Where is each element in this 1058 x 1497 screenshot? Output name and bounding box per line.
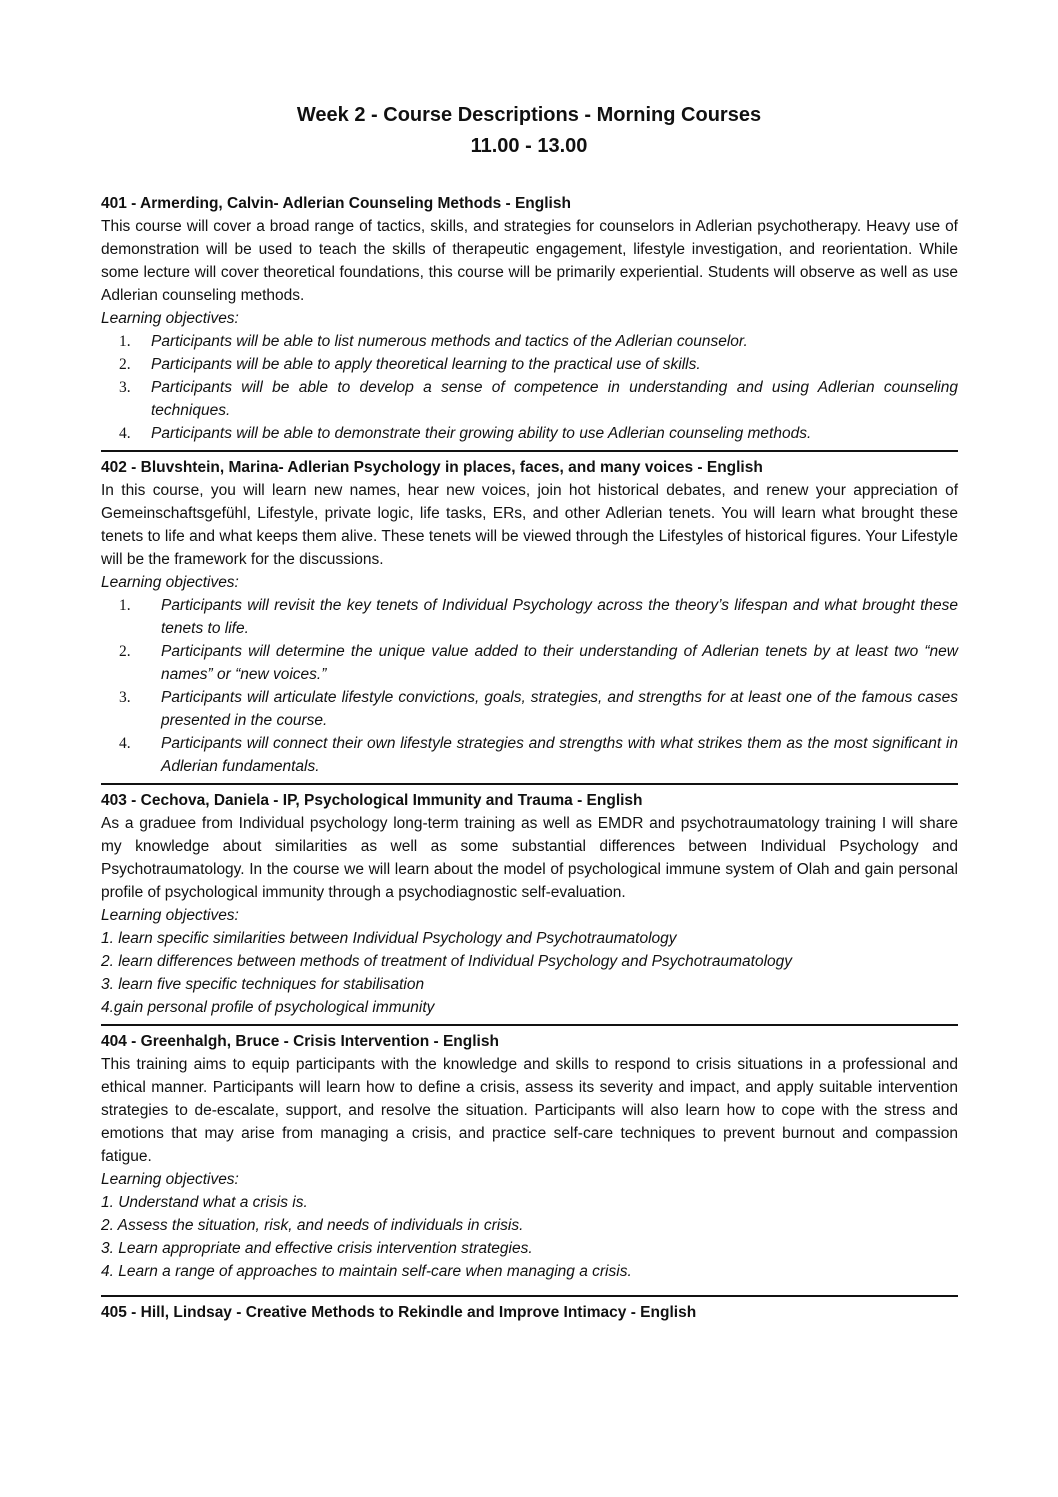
objective-item bbox=[101, 594, 958, 640]
objective-item: 3. learn five specific techniques for stabilisation bbox=[101, 976, 425, 993]
objective-item bbox=[101, 422, 958, 445]
page-title: Week 2 - Course Descriptions - Morning Courses bbox=[296, 104, 762, 126]
course-title: 402 - Bluvshtein, Marina- Adlerian Psychology in places, faces, and many voices - English bbox=[101, 459, 763, 476]
course-description: This training aims to equip participants with the knowledge and skills to respond to crisis situations in a professional and ethical manner. Participants will learn how to define a crisis, assess its severity and impact, and apply suitable intervention strategies to de-escalate, support, and resolve the situation. Participants will also learn how to cope with the stress and emotions that may arise from managing a crisis, and practice self-care techniques to prevent burnout and compassion fatigue. bbox=[101, 1056, 958, 1165]
section-divider bbox=[101, 1024, 958, 1026]
objective-text: Participants will determine the unique value added to their understanding of Adlerian tenets by at least two “new names” or “new voices.” bbox=[161, 643, 958, 683]
section-divider bbox=[101, 783, 958, 785]
course-402 bbox=[101, 456, 958, 778]
course-description: This course will cover a broad range of tactics, skills, and strategies for counselors in Adlerian psychotherapy. Heavy use of demonstration will be used to teach the skills of therapeutic engagement, lifestyle investigation, and reorientation. While some lecture will cover theoretical foundations, this course will be primarily experiential. Students will observe as well as use Adlerian counseling methods. bbox=[101, 218, 958, 304]
course-404 bbox=[101, 1030, 958, 1283]
objective-item: 3. Learn appropriate and effective crisis intervention strategies. bbox=[101, 1240, 533, 1257]
objective-number: 2. bbox=[119, 643, 131, 660]
objective-text: Participants will be able to list numerous methods and tactics of the Adlerian counselor. bbox=[151, 333, 748, 350]
objectives-label: Learning objectives: bbox=[101, 1171, 239, 1188]
objective-number: 3. bbox=[119, 379, 131, 396]
objective-text: Participants will revisit the key tenets of Individual Psychology across the theory’s lifespan and what brought these tenets to life. bbox=[161, 597, 958, 637]
objective-number: 1. bbox=[119, 597, 131, 614]
session-time: 11.00 - 13.00 bbox=[470, 135, 588, 157]
objectives-label: Learning objectives: bbox=[101, 310, 239, 327]
section-divider bbox=[101, 450, 958, 452]
objectives-label: Learning objectives: bbox=[101, 907, 239, 924]
section-divider bbox=[101, 1295, 958, 1297]
objective-item bbox=[101, 376, 958, 422]
course-405 bbox=[101, 1301, 958, 1324]
objective-text: Participants will be able to apply theoretical learning to the practical use of skills. bbox=[151, 356, 701, 373]
objective-item bbox=[101, 686, 958, 732]
objective-number: 1. bbox=[119, 333, 131, 350]
objective-text: Participants will articulate lifestyle convictions, goals, strategies, and strengths for at least one of the famous cases presented in the course. bbox=[161, 689, 958, 729]
page-header bbox=[0, 100, 1058, 162]
objective-item: 2. Assess the situation, risk, and needs of individuals in crisis. bbox=[101, 1217, 524, 1234]
objective-number: 4. bbox=[119, 735, 131, 752]
objective-item: 4. Learn a range of approaches to maintain self-care when managing a crisis. bbox=[101, 1263, 632, 1280]
objective-number: 3. bbox=[119, 689, 131, 706]
objective-item bbox=[101, 732, 958, 778]
objective-number: 4. bbox=[119, 425, 131, 442]
objective-item bbox=[101, 640, 958, 686]
objectives-list bbox=[101, 330, 958, 445]
course-title: 404 - Greenhalgh, Bruce - Crisis Intervention - English bbox=[101, 1033, 499, 1050]
course-403 bbox=[101, 789, 958, 1019]
objective-item: 1. learn specific similarities between Individual Psychology and Psychotraumatology bbox=[101, 930, 677, 947]
course-title: 403 - Cechova, Daniela - IP, Psychological Immunity and Trauma - English bbox=[101, 792, 643, 809]
objective-item: 4.gain personal profile of psychological immunity bbox=[101, 999, 435, 1016]
objective-item bbox=[101, 353, 958, 376]
course-description: As a graduee from Individual psychology long-term training as well as EMDR and psychotraumatology training I will share my knowledge about similarities as well as some substantial differences between Individual Psychology and Psychotraumatology. In the course we will learn about the model of psychological immune system of Olah and gain personal profile of psychological immunity through a psychodiagnostic self-evaluation. bbox=[101, 815, 958, 901]
objective-item bbox=[101, 330, 958, 353]
objective-text: Participants will be able to develop a sense of competence in understanding and using Adlerian counseling techniques. bbox=[151, 379, 958, 419]
course-description: In this course, you will learn new names, hear new voices, join hot historical debates, and renew your appreciation of Gemeinschaftsgefühl, Lifestyle, private logic, life tasks, ERs, and other Adlerian tenets. You will learn what brought these tenets to life and what keeps them alive. These tenets will be viewed through the Lifestyles of historical figures. Your Lifestyle will be the framework for the discussions. bbox=[101, 482, 958, 568]
course-title: 401 - Armerding, Calvin- Adlerian Counseling Methods - English bbox=[101, 195, 571, 212]
objective-item: 1. Understand what a crisis is. bbox=[101, 1194, 308, 1211]
objectives-label: Learning objectives: bbox=[101, 574, 239, 591]
course-title: 405 - Hill, Lindsay - Creative Methods to Rekindle and Improve Intimacy - English bbox=[101, 1304, 697, 1321]
objectives-list bbox=[101, 1191, 958, 1283]
objective-number: 2. bbox=[119, 356, 131, 373]
objective-text: Participants will be able to demonstrate their growing ability to use Adlerian counseling methods. bbox=[151, 425, 812, 442]
objectives-list bbox=[101, 927, 958, 1019]
objective-item: 2. learn differences between methods of treatment of Individual Psychology and Psychotraumatology bbox=[101, 953, 793, 970]
course-list bbox=[101, 192, 958, 1324]
objective-text: Participants will connect their own lifestyle strategies and strengths with what strikes them as the most significant in Adlerian fundamentals. bbox=[161, 735, 958, 775]
objectives-list bbox=[101, 594, 958, 778]
course-401 bbox=[101, 192, 958, 445]
